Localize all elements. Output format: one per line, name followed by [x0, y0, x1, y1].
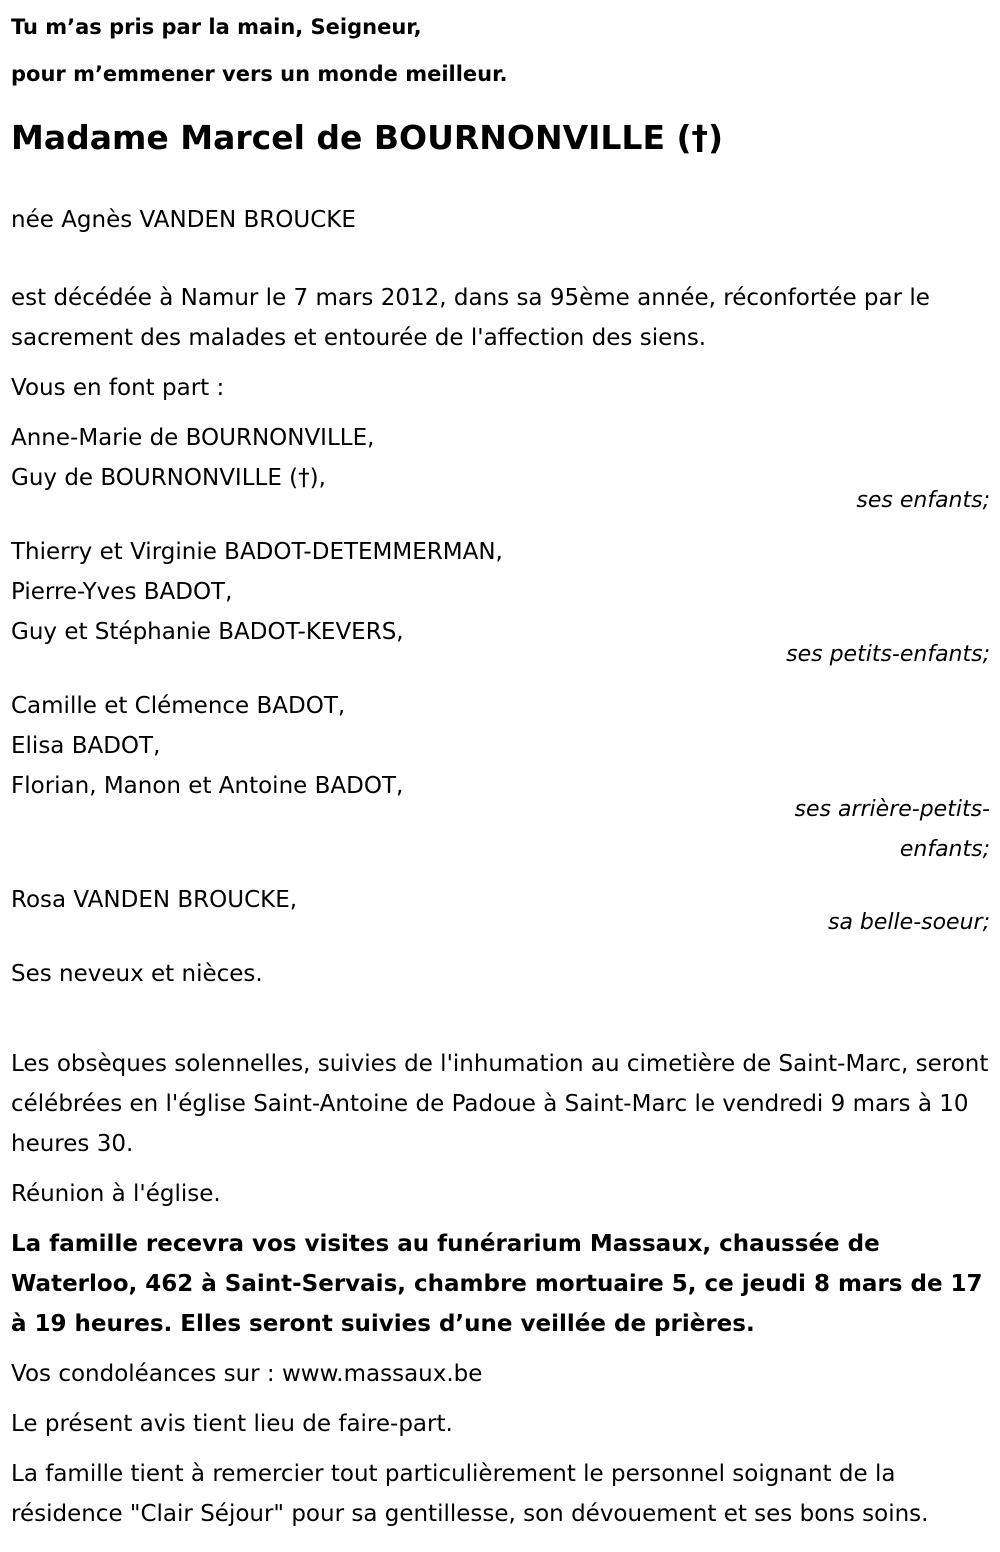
family-group-grandchildren [11, 532, 990, 676]
visitation-details: La famille recevra vos visites au funérarium Massaux, chaussée de Waterloo, 462 à Saint-Servais, chambre mortuaire 5, ce jeudi 8 mars de 17 à 19 heures. Elles seront suivies d’une veillée de prières. [11, 1231, 983, 1337]
family-member: Anne-Marie de BOURNONVILLE, [11, 425, 375, 451]
epigraph-line: Tu m’as pris par la main, Seigneur, [11, 15, 422, 39]
meeting-place: Réunion à l'église. [11, 1181, 221, 1207]
funeral-details: Les obsèques solennelles, suivies de l'inhumation au cimetière de Saint-Marc, seront célébrées en l'église Saint-Antoine de Padoue à Saint-Marc le vendredi 9 mars à 10 heures 30. [11, 1051, 989, 1157]
birth-name: née Agnès VANDEN BROUCKE [11, 207, 356, 233]
condolences-link: Vos condoléances sur : www.massaux.be [11, 1361, 483, 1387]
nephews-nieces: Ses neveux et nièces. [11, 961, 263, 987]
thanks-paragraph: La famille tient à remercier tout particulièrement le personnel soignant de la résidence "Clair Séjour" pour sa gentillesse, son dévouement et ses bons soins. [11, 1461, 929, 1527]
family-member: Camille et Clémence BADOT, [11, 693, 346, 719]
family-member: Florian, Manon et Antoine BADOT, [11, 773, 404, 799]
family-group-sister-in-law [11, 880, 990, 944]
family-member: Pierre-Yves BADOT, [11, 579, 233, 605]
family-group-children [11, 418, 990, 522]
announce-intro: Vous en font part : [11, 375, 225, 401]
obituary-notice [11, 0, 990, 1534]
relation-label: sa belle-soeur; [828, 910, 990, 935]
death-notice: est décédée à Namur le 7 mars 2012, dans sa 95ème année, réconfortée par le sacrement des malades et entourée de l'affection des siens. [11, 285, 930, 351]
notice-statement: Le présent avis tient lieu de faire-part. [11, 1411, 453, 1437]
relation-label: ses petits-enfants; [786, 642, 990, 667]
family-member: Elisa BADOT, [11, 733, 161, 759]
deceased-title: Madame Marcel de BOURNONVILLE (†) [11, 118, 724, 157]
family-member: Guy et Stéphanie BADOT-KEVERS, [11, 619, 404, 645]
family-group-great-grandchildren [11, 686, 990, 870]
relation-label: ses arrière-petits-enfants; [794, 797, 990, 862]
family-member: Thierry et Virginie BADOT-DETEMMERMAN, [11, 539, 503, 565]
relation-label: ses enfants; [856, 488, 990, 513]
family-member: Guy de BOURNONVILLE (†), [11, 465, 326, 491]
family-member: Rosa VANDEN BROUCKE, [11, 887, 298, 913]
epigraph-line: pour m’emmener vers un monde meilleur. [11, 62, 508, 86]
epigraph [11, 4, 990, 98]
